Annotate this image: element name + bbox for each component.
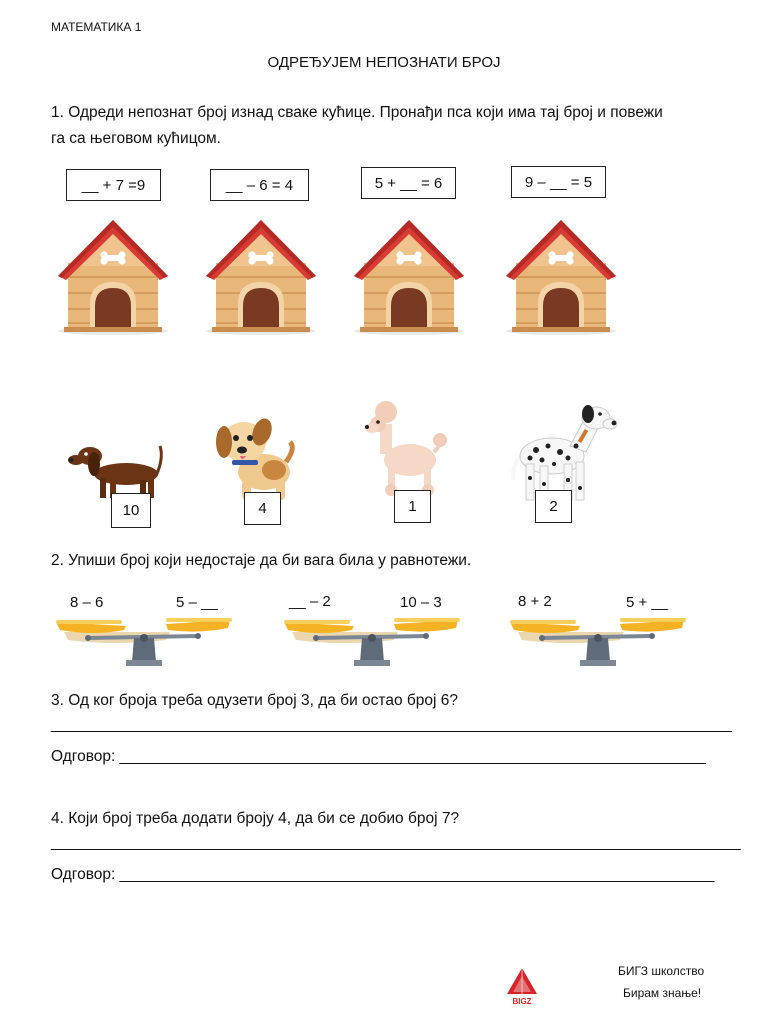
task3-answer-line[interactable]: Одговор: ____________________________________________________________________ [51,748,706,765]
dog-beagle-puppy [214,412,296,504]
dog-number-box-1: 10 [111,493,151,528]
dalmatian-icon [506,400,618,504]
equation-box-4: 9 – __ = 5 [511,166,606,198]
equation-box-3: 5 + __ = 6 [361,167,456,199]
task4-work-line[interactable]: ________________________________________________________________________________ [51,834,741,851]
doghouse-2 [204,218,320,336]
bigz-logo-icon [505,966,539,1006]
doghouse-4 [504,218,620,336]
scale2-left-expression: __ – 2 [289,593,331,610]
doghouse-3 [352,218,468,336]
doghouse-icon [204,218,320,336]
logo-text: BIGZ [512,997,532,1006]
task1-instructions [51,100,731,152]
scale1-right-expression: 5 – __ [176,594,218,611]
doghouse-icon [504,218,620,336]
dog-poodle [364,402,450,498]
footer-publisher: БИГЗ школство [618,964,705,978]
dog-dalmatian [506,400,618,504]
scale3-right-expression: 5 + __ [626,594,669,611]
task2-instructions: 2. Упиши број који недостаје да би вага била у равнотежи. [51,552,472,569]
doghouse-icon [352,218,468,336]
scale3-left-expression: 8 + 2 [518,593,552,610]
dog-number-box-3: 1 [394,490,431,523]
task1-text-line1: 1. Одреди непознат број изнад сваке кућице. Пронађи пса који има тај број и повежи [51,104,663,121]
beagle-puppy-icon [214,412,296,504]
footer-slogan: Бирам знање! [623,986,702,1000]
bigz-logo [505,966,539,1011]
scale1-left-expression: 8 – 6 [70,594,104,611]
task3-question: 3. Од ког броја треба одузети број 3, да би остао број 6? [51,692,458,709]
equation-box-2: __ – 6 = 4 [210,169,309,201]
task4-answer-line[interactable]: Одговор: _____________________________________________________________________ [51,866,715,883]
task1-text-line2: га са његовом кућицом. [51,130,221,147]
poodle-icon [364,402,450,498]
subject-label: МАТЕМАТИКА 1 [51,20,142,34]
doghouse-1 [56,218,172,336]
task3-work-line[interactable]: _______________________________________________________________________________ [51,716,733,733]
scale2-right-expression: 10 – 3 [400,594,442,611]
task4-question: 4. Који број треба додати броју 4, да би се добио број 7? [51,810,460,827]
dog-number-box-4: 2 [535,490,572,523]
doghouse-icon [56,218,172,336]
page-title: ОДРЕЂУЈЕМ НЕПОЗНАТИ БРОЈ [267,54,501,71]
equation-box-1: __ + 7 =9 [66,169,161,201]
dog-number-box-2: 4 [244,492,281,525]
